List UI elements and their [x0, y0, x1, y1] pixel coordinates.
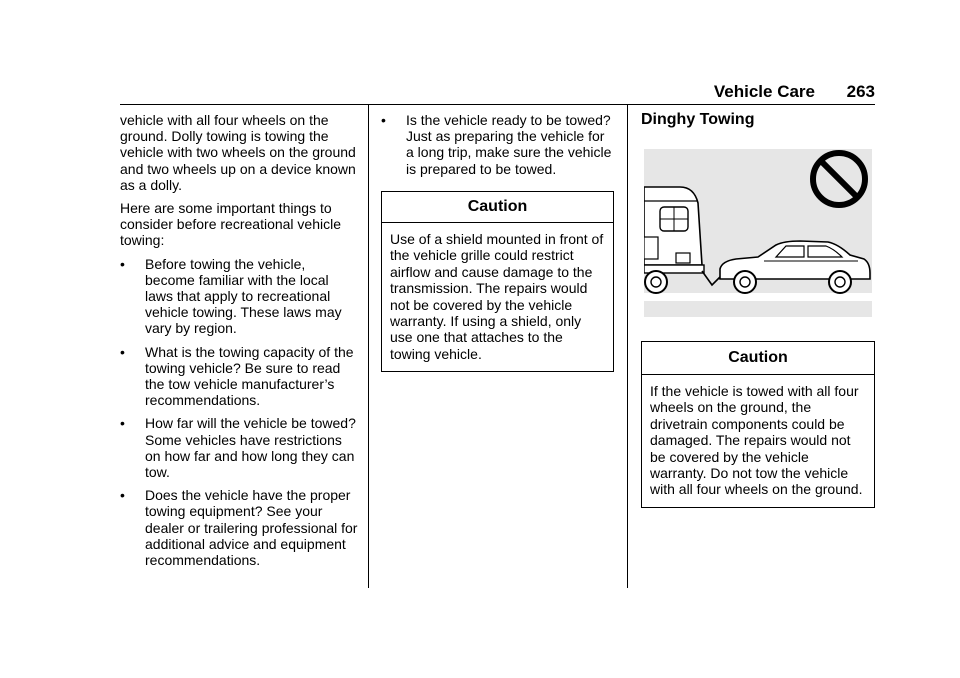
column-3 — [641, 112, 875, 128]
list-item-text: Is the vehicle ready to be towed? Just as preparing the vehicle for a long trip, make sure the vehicle is prepared to be towed. — [406, 112, 612, 177]
caution-body: If the vehicle is towed with all four wheels on the ground, the drivetrain components could be damaged. The repairs would not be covered by the vehicle warranty. Do not tow the vehicle with all four wheels on the ground. — [650, 383, 863, 498]
dinghy-towing-illustration — [644, 149, 872, 317]
section-heading: Dinghy Towing — [641, 111, 755, 128]
list-item-text: What is the towing capacity of the towing vehicle? Be sure to read the tow vehicle manufacturer’s recommendations. — [145, 343, 354, 409]
paragraph-important-things: Here are some important things to consider before recreational vehicle towing: — [120, 200, 342, 249]
bullet-icon: • — [120, 487, 125, 504]
bullet-icon: • — [120, 255, 125, 272]
bullet-list — [120, 256, 358, 569]
column-2 — [381, 112, 614, 372]
caution-title: Caution — [382, 192, 613, 223]
header-rule — [120, 104, 875, 105]
column-divider-2 — [627, 105, 628, 588]
list-item — [120, 256, 358, 337]
list-item — [120, 344, 358, 409]
list-item-text: Before towing the vehicle, become familiar with the local laws that apply to recreational vehicle towing. These laws may vary by region. — [145, 255, 342, 337]
page-header — [120, 82, 875, 104]
list-item — [120, 415, 358, 480]
no-dinghy-towing-icon — [644, 149, 872, 317]
bullet-list — [381, 112, 614, 177]
caution-box-shield — [381, 191, 614, 372]
list-item — [381, 112, 614, 177]
caution-title: Caution — [642, 342, 874, 375]
caution-box-drivetrain — [641, 341, 875, 508]
bullet-icon: • — [120, 415, 125, 432]
column-1 — [120, 112, 358, 575]
caution-body: Use of a shield mounted in front of the vehicle grille could restrict airflow and cause damage to the transmission. The repairs would not be covered by the vehicle warranty. If using a shield, only use one that attaches to the towing vehicle. — [390, 231, 604, 362]
bullet-icon: • — [381, 112, 386, 128]
paragraph-dolly-towing: vehicle with all four wheels on the ground. Dolly towing is towing the vehicle with two wheels on the ground and two wheels up on a device known as a dolly. — [120, 112, 356, 193]
column-divider-1 — [368, 105, 369, 588]
list-item-text: Does the vehicle have the proper towing equipment? See your dealer or trailering professional for additional advice and equipment recommendations. — [145, 487, 358, 569]
bullet-icon: • — [120, 343, 125, 360]
page-number: 263 — [846, 82, 875, 101]
section-title: Vehicle Care — [713, 82, 815, 101]
list-item — [120, 487, 358, 568]
list-item-text: How far will the vehicle be towed? Some vehicles have restrictions on how far and how long they can tow. — [145, 415, 356, 481]
